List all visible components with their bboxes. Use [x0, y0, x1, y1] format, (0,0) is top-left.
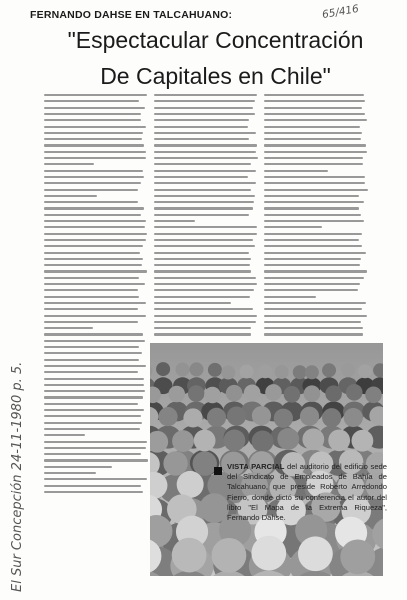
illegible-text-line — [44, 157, 146, 159]
illegible-text-line — [154, 289, 254, 291]
illegible-text-line — [154, 308, 253, 310]
illegible-text-line — [44, 384, 144, 386]
illegible-text-line — [44, 189, 138, 191]
illegible-text-line — [44, 264, 142, 266]
illegible-text-line — [44, 270, 147, 272]
illegible-text-line — [154, 315, 257, 317]
illegible-text-line — [154, 233, 257, 235]
illegible-text-line — [44, 422, 142, 424]
illegible-text-line — [44, 289, 138, 291]
illegible-text-line — [264, 289, 358, 291]
illegible-text-line — [264, 100, 365, 102]
illegible-text-line — [154, 182, 256, 184]
illegible-text-line — [44, 359, 139, 361]
illegible-text-line — [264, 226, 322, 228]
illegible-text-line — [44, 346, 139, 348]
article-column-2 — [154, 92, 258, 340]
illegible-text-line — [44, 352, 142, 354]
illegible-text-line — [264, 132, 362, 134]
illegible-text-line — [264, 220, 364, 222]
illegible-text-line — [44, 283, 145, 285]
illegible-text-line — [44, 409, 144, 411]
illegible-text-line — [154, 144, 257, 146]
illegible-text-line — [44, 94, 147, 96]
illegible-text-line — [44, 453, 141, 455]
illegible-text-line — [264, 333, 363, 335]
illegible-text-line — [264, 163, 363, 165]
illegible-text-line — [44, 220, 146, 222]
illegible-text-line — [154, 252, 249, 254]
illegible-text-line — [154, 327, 251, 329]
illegible-text-line — [44, 107, 145, 109]
source-annotation: El Sur Concepción 24-11-1980 p. 5. — [10, 361, 25, 592]
illegible-text-line — [154, 270, 251, 272]
illegible-text-line — [264, 157, 363, 159]
illegible-text-line — [44, 100, 139, 102]
illegible-text-line — [264, 201, 364, 203]
illegible-text-line — [154, 107, 253, 109]
illegible-text-line — [44, 113, 141, 115]
illegible-text-line — [44, 308, 138, 310]
illegible-text-line — [44, 378, 144, 380]
illegible-text-line — [44, 239, 146, 241]
illegible-text-line — [264, 94, 364, 96]
illegible-text-line — [44, 277, 139, 279]
illegible-text-line — [264, 107, 362, 109]
illegible-text-line — [154, 264, 250, 266]
illegible-text-line — [44, 403, 138, 405]
illegible-text-line — [264, 252, 366, 254]
illegible-text-line — [264, 277, 364, 279]
illegible-text-line — [154, 126, 248, 128]
illegible-text-line — [264, 182, 365, 184]
illegible-text-line — [154, 321, 256, 323]
illegible-text-line — [44, 466, 112, 468]
illegible-text-line — [44, 321, 138, 323]
illegible-text-line — [264, 327, 363, 329]
illegible-text-line — [44, 390, 145, 392]
illegible-text-line — [154, 201, 254, 203]
illegible-text-line — [264, 308, 362, 310]
illegible-text-line — [264, 296, 316, 298]
illegible-text-line — [154, 189, 251, 191]
illegible-text-line — [44, 207, 144, 209]
illegible-text-line — [154, 94, 257, 96]
illegible-text-line — [264, 119, 367, 121]
illegible-text-line — [154, 258, 251, 260]
illegible-text-line — [44, 214, 141, 216]
illegible-text-line — [264, 245, 362, 247]
caption-body: del auditorio del edificio sede del Sindicato de Empleados de Bahía de Talcahuano, que preside Roberto Arredondo Fierro, donde dictó su conferencia el autor del libro "El Mapa de la Extrema Riqueza", Fernando Dahse. — [227, 462, 387, 523]
illegible-text-line — [154, 333, 251, 335]
handwritten-margin-note: 65/416 — [321, 2, 360, 22]
illegible-text-line — [44, 245, 143, 247]
illegible-text-line — [264, 176, 365, 178]
illegible-text-line — [154, 138, 249, 140]
illegible-text-line — [264, 189, 368, 191]
illegible-text-line — [44, 252, 140, 254]
illegible-text-line — [264, 113, 365, 115]
illegible-text-line — [154, 163, 251, 165]
illegible-text-line — [44, 296, 139, 298]
illegible-text-line — [44, 340, 145, 342]
article-kicker: FERNANDO DAHSE EN TALCAHUANO: — [30, 9, 233, 21]
illegible-text-line — [44, 491, 143, 493]
illegible-text-line — [44, 459, 148, 461]
illegible-text-line — [154, 296, 250, 298]
illegible-text-line — [44, 302, 146, 304]
illegible-text-line — [44, 195, 97, 197]
illegible-text-line — [154, 283, 257, 285]
illegible-text-line — [44, 182, 141, 184]
illegible-text-line — [264, 315, 367, 317]
illegible-text-line — [44, 119, 141, 121]
illegible-text-line — [264, 207, 359, 209]
illegible-text-line — [44, 327, 93, 329]
illegible-text-line — [154, 157, 258, 159]
illegible-text-line — [154, 132, 256, 134]
illegible-text-line — [264, 283, 360, 285]
illegible-text-line — [264, 233, 362, 235]
illegible-text-line — [154, 277, 256, 279]
illegible-text-line — [264, 214, 361, 216]
illegible-text-line — [44, 441, 147, 443]
illegible-text-line — [264, 270, 367, 272]
illegible-text-line — [44, 163, 94, 165]
illegible-text-line — [154, 176, 248, 178]
illegible-text-line — [264, 144, 366, 146]
illegible-text-line — [44, 132, 143, 134]
illegible-text-line — [264, 302, 366, 304]
illegible-text-line — [44, 415, 141, 417]
illegible-text-line — [264, 258, 361, 260]
illegible-text-line — [44, 472, 96, 474]
illegible-text-line — [154, 226, 257, 228]
illegible-text-line — [44, 144, 144, 146]
illegible-text-line — [44, 170, 143, 172]
illegible-text-line — [264, 264, 360, 266]
illegible-text-line — [44, 396, 143, 398]
illegible-text-line — [154, 151, 256, 153]
photo-caption — [227, 462, 387, 523]
illegible-text-line — [44, 485, 141, 487]
illegible-text-line — [44, 258, 143, 260]
illegible-text-line — [264, 138, 361, 140]
illegible-text-line — [44, 434, 85, 436]
illegible-text-line — [154, 245, 255, 247]
article-column-3 — [264, 92, 368, 340]
illegible-text-line — [154, 170, 256, 172]
illegible-text-line — [264, 195, 359, 197]
caption-lead: VISTA PARCIAL — [227, 462, 285, 471]
illegible-text-line — [44, 233, 147, 235]
article-title-line-2: De Capitales en Chile" — [100, 63, 331, 89]
illegible-text-line — [44, 138, 142, 140]
illegible-text-line — [264, 151, 367, 153]
illegible-text-line — [44, 365, 146, 367]
illegible-text-line — [264, 321, 361, 323]
illegible-text-line — [44, 226, 145, 228]
article-title-line-1: "Espectacular Concentración — [67, 27, 364, 53]
illegible-text-line — [154, 207, 253, 209]
illegible-text-line — [44, 428, 140, 430]
illegible-text-line — [154, 113, 255, 115]
illegible-text-line — [44, 126, 146, 128]
illegible-text-line — [44, 151, 146, 153]
article-column-1 — [44, 92, 148, 497]
illegible-text-line — [154, 302, 231, 304]
illegible-text-line — [44, 176, 144, 178]
illegible-text-line — [44, 315, 146, 317]
illegible-text-line — [154, 100, 255, 102]
illegible-text-line — [44, 371, 138, 373]
illegible-text-line — [44, 201, 138, 203]
auditorium-photo — [150, 343, 383, 576]
illegible-text-line — [264, 126, 360, 128]
illegible-text-line — [264, 239, 359, 241]
illegible-text-line — [264, 170, 328, 172]
illegible-text-line — [154, 119, 249, 121]
illegible-text-line — [154, 220, 195, 222]
illegible-text-line — [154, 239, 253, 241]
illegible-text-line — [44, 447, 146, 449]
caption-bullet — [214, 467, 222, 475]
illegible-text-line — [154, 195, 255, 197]
illegible-text-line — [44, 478, 147, 480]
illegible-text-line — [154, 214, 249, 216]
illegible-text-line — [44, 333, 143, 335]
